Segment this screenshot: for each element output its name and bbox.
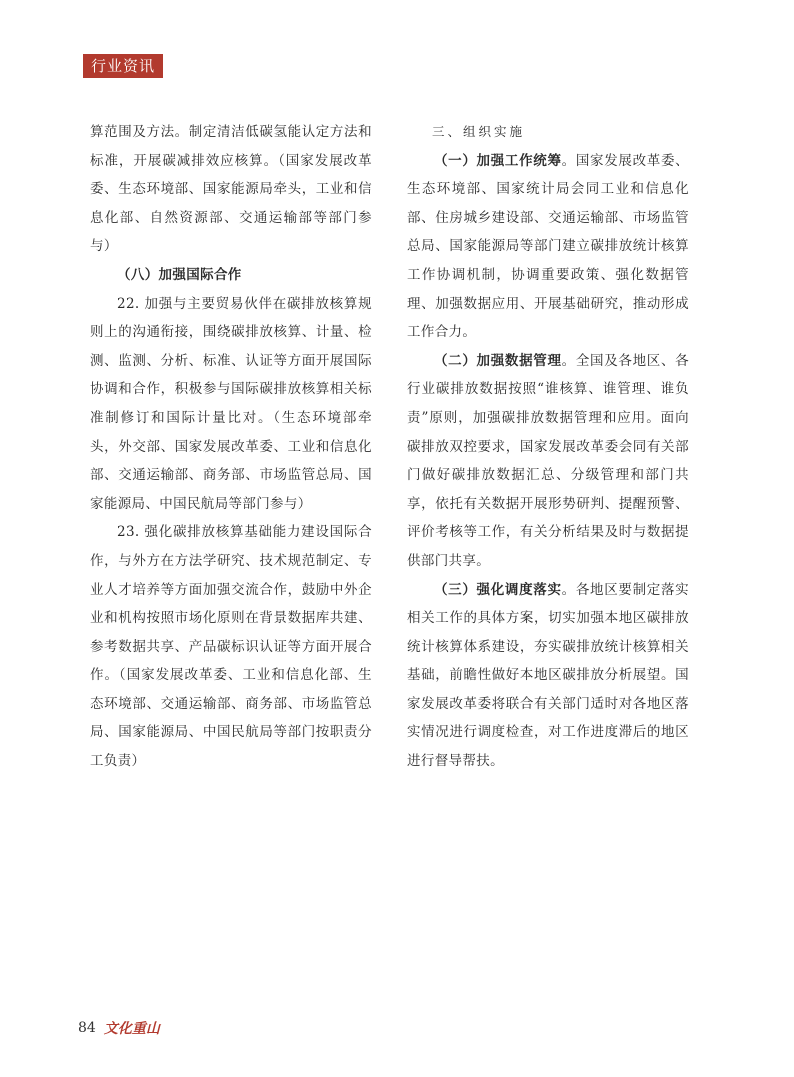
- page-footer: [78, 1018, 160, 1038]
- paragraph: 23. 强化碳排放核算基础能力建设国际合作，与外方在方法学研究、技术规范制定、专业人才培养等方面加强交流合作，鼓励中外企业和机构按照市场化原则在背景数据库共建、参考数据共享、产品碳标识认证等方面开展合作。（国家发展改革委、工业和信息化部、生态环境部、交通运输部、商务部、市场监管总局、国家能源局、中国民航局等部门按职责分工负责）: [90, 524, 372, 770]
- paragraph-body: 。各地区要制定落实相关工作的具体方案，切实加强本地区碳排放统计核算体系建设，夯实碳排放统计核算相关基础，前瞻性做好本地区碳排放分析展望。国家发展改革委将联合有关部门适时对各地区落实情况进行调度检查，对工作进度滞后的地区进行督导帮扶。: [407, 581, 689, 770]
- page-number: 84: [78, 1020, 96, 1036]
- paragraph: [407, 576, 689, 776]
- paragraph-body: 。国家发展改革委、生态环境部、国家统计局会同工业和信息化部、住房城乡建设部、交通运输部、市场监管总局、国家能源局等部门建立碳排放统计核算工作协调机制，协调重要政策、强化数据管理、加强数据应用、开展基础研究，推动形成工作合力。: [407, 152, 689, 341]
- paragraph: [407, 147, 689, 347]
- section-heading: 三、组织实施: [432, 124, 526, 139]
- magazine-logo: 文化重山: [103, 1021, 160, 1037]
- paragraph: 22. 加强与主要贸易伙伴在碳排放核算规则上的沟通衔接，围绕碳排放核算、计量、检测、监测、分析、标准、认证等方面开展国际协调和合作，积极参与国际碳排放核算相关标准制修订和国际计量比对。（生态环境部牵头，外交部、国家发展改革委、工业和信息化部、交通运输部、商务部、市场监管总局、国家能源局、中国民航局等部门参与）: [90, 295, 372, 512]
- paragraph-body: 。全国及各地区、各行业碳排放数据按照“谁核算、谁管理、谁负责”原则，加强碳排放数据管理和应用。面向碳排放双控要求，国家发展改革委会同有关部门做好碳排放数据汇总、分级管理和部门共享，依托有关数据开展形势研判、提醒预警、评价考核等工作，有关分析结果及时与数据提供部门共享。: [407, 352, 689, 569]
- paragraph: 算范围及方法。制定清洁低碳氢能认定方法和标准，开展碳减排效应核算。（国家发展改革委、生态环境部、国家能源局牵头，工业和信息化部、自然资源部、交通运输部等部门参与）: [90, 124, 372, 255]
- paragraph-lead: （一）加强工作统筹: [434, 152, 562, 169]
- paragraph-lead: （三）强化调度落实: [434, 581, 562, 598]
- paragraph: [407, 347, 689, 576]
- subsection-heading: （八）加强国际合作: [117, 266, 242, 283]
- right-column: [407, 118, 689, 776]
- paragraph-lead: （二）加强数据管理: [434, 352, 562, 369]
- section-label: 行业资讯: [83, 54, 163, 78]
- left-column: [90, 118, 372, 776]
